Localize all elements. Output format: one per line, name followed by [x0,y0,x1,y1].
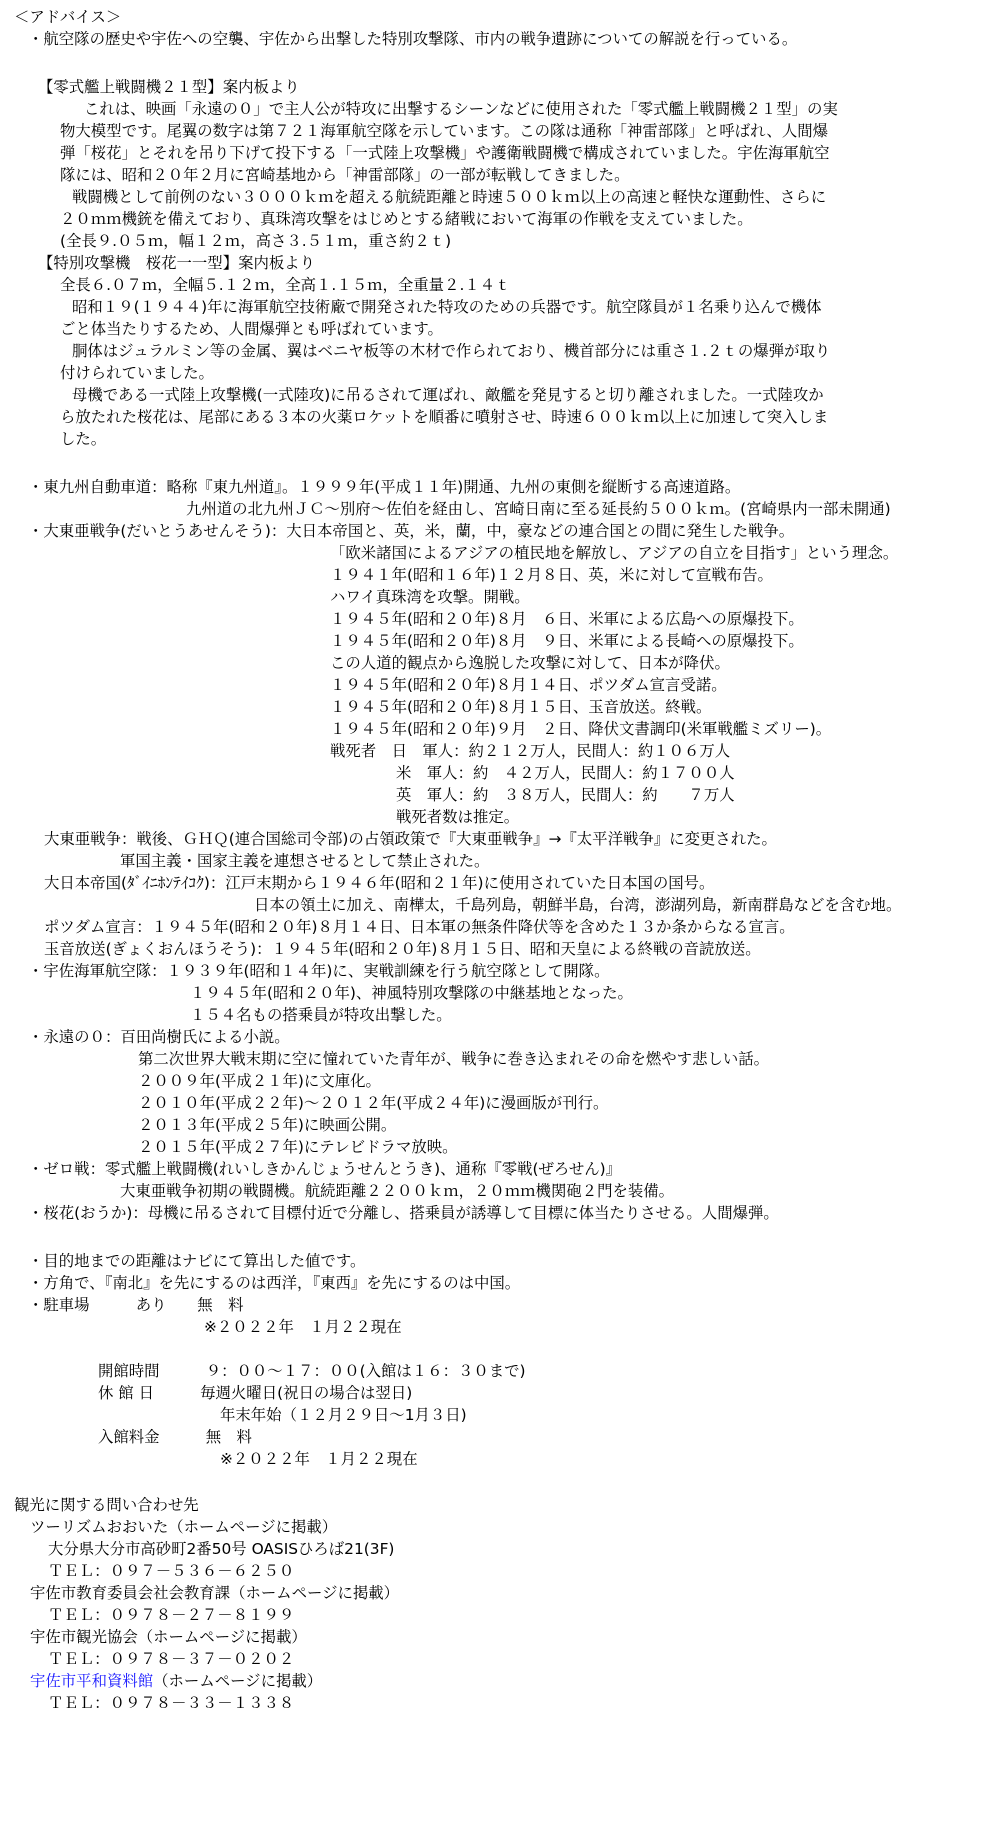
note-line: ・ゼロ戦：零式艦上戦闘機(れいしきかんじょうせんとうき)、通称『零戦(ぜろせん)』 [28,1160,622,1178]
note-line: １９４５年(昭和２０年)、神風特別攻撃隊の中継基地となった。 [190,984,633,1002]
contact-phone: ＴＥＬ：０９７８－３７－０２０２ [48,1650,295,1668]
advice-header: ＜アドバイス＞ [14,8,122,26]
note-line: 軍国主義・国家主義を連想させるとして禁止された。 [120,852,490,870]
note-line: ・東九州自動車道：略称『東九州道』。１９９９年(平成１１年)開通、九州の東側を縦断する高速道路。 [28,478,741,496]
note-line: 戦死者数は推定。 [396,808,520,826]
ohka-board-title: 【特別攻撃機 桜花一一型】案内板より [38,254,316,272]
contact-org-row [30,1670,322,1693]
note-line: ２０１５年(平成２７年)にテレビドラマ放映。 [138,1138,458,1156]
note-line: １５４名もの搭乗員が特攻出撃した。 [190,1006,452,1024]
ohka-board-line: した。 [60,430,107,448]
ohka-board-line: ら放たれた桜花は、尾部にある３本の火薬ロケットを順番に噴射させ、時速６００ｋｍ以上に加速して突入しま [60,408,829,426]
note-line: １９４５年(昭和２０年)９月 ２日、降伏文書調印(米軍戦艦ミズリー)。 [330,720,832,738]
note-line: ・永遠の０：百田尚樹氏による小説。 [28,1028,290,1046]
note-line: １９４５年(昭和２０年)８月１５日、玉音放送。終戦。 [330,698,712,716]
intro-text: ・航空隊の歴史や宇佐への空襲、宇佐から出撃した特別攻撃隊、市内の戦争遺跡についての解説を行っている。 [28,30,798,48]
note-line: 玉音放送(ぎょくおんほうそう)：１９４５年(昭和２０年)８月１５日、昭和天皇による終戦の音読放送。 [44,940,761,958]
hours-line: 休 館 日 毎週火曜日(祝日の場合は翌日) [98,1384,413,1402]
note-line: ポツダム宣言：１９４５年(昭和２０年)８月１４日、日本軍の無条件降伏等を含めた１３か条からなる宣言。 [44,918,795,936]
note-line: 大日本帝国(ﾀﾞｲﾆﾎﾝﾃｲｺｸ)：江戸末期から１９４６年(昭和２１年)に使用されていた日本国の国号。 [44,874,715,892]
contact-phone: ＴＥＬ：０９７８－３３－１３３８ [48,1694,295,1712]
ohka-board-line: 昭和１９(１９４４)年に海軍航空技術廠で開発された特攻のための兵器です。航空隊員が１名乗り込んで機体 [72,298,822,316]
peace-museum-link[interactable]: 宇佐市平和資料館 [30,1672,154,1690]
note-line: ２００９年(平成２１年)に文庫化。 [138,1072,381,1090]
hours-line: 開館時間 ９：００～１７：００(入館は１６：３０まで) [98,1362,526,1380]
note-line: 大東亜戦争：戦後、ＧＨＱ(連合国総司令部)の占領政策で『大東亜戦争』→『太平洋戦争』に変更された。 [44,830,777,848]
hours-line: 年末年始（１２月２９日～1月３日) [220,1406,467,1424]
hours-line: 入館料金 無 料 [98,1428,252,1446]
note-line: １９４５年(昭和２０年)８月 ９日、米軍による長崎への原爆投下。 [330,632,804,650]
zero-board-line: 戦闘機として前例のない３０００ｋｍを超える航続距離と時速５００ｋｍ以上の高速と軽快な運動性、さらに [72,188,827,206]
contact-phone: ＴＥＬ：０９７－５３６－６２５０ [48,1562,295,1580]
zero-board-line: これは、映画「永遠の０」で主人公が特攻に出撃するシーンなどに使用された「零式艦上戦闘機２１型」の実 [84,100,838,118]
note-line: １９４１年(昭和１６年)１２月８日、英，米に対して宣戦布告。 [330,566,773,584]
ohka-board-line: 母機である一式陸上攻撃機(一式陸攻)に吊るされて運ばれ、敵艦を発見すると切り離されました。一式陸攻か [72,386,824,404]
note-line: ハワイ真珠湾を攻撃。開戦。 [330,588,530,606]
hours-line: ※２０２２年 １月２２現在 [220,1450,418,1468]
contact-org-name: 宇佐市観光協会（ホームページに掲載） [30,1628,307,1646]
misc-line: ※２０２２年 １月２２現在 [204,1318,402,1336]
ohka-board-line: 付けられていました。 [60,364,214,382]
note-line: 日本の領土に加え、南樺太，千島列島，朝鮮半島，台湾，澎湖列島，新南群島などを含む地。 [254,896,902,914]
note-line: 米 軍人：約 ４２万人，民間人：約１７００人 [396,764,735,782]
note-line: ２０１０年(平成２２年)～２０１２年(平成２４年)に漫画版が刊行。 [138,1094,609,1112]
contact-phone: ＴＥＬ：０９７８－２７－８１９９ [48,1606,295,1624]
note-line: 戦死者 日 軍人：約２１２万人，民間人：約１０６万人 [330,742,731,760]
zero-board-line: 弾「桜花」とそれを吊り下げて投下する「一式陸上攻撃機」や護衛戦闘機で構成されていました。宇佐海軍航空 [60,144,830,162]
note-line: 大東亜戦争初期の戦闘機。航続距離２２００ｋｍ，２０ｍｍ機関砲２門を装備。 [120,1182,675,1200]
ohka-board-line: ごと体当たりするため、人間爆弾とも呼ばれています。 [60,320,443,338]
note-line: ・桜花(おうか)：母機に吊るされて目標付近で分離し、搭乗員が誘導して目標に体当たりさせる。人間爆弾。 [28,1204,779,1222]
note-line: ・大東亜戦争(だいとうあせんそう)：大日本帝国と、英，米，蘭，中，豪などの連合国との間に発生した戦争。 [28,522,795,540]
contact-title: 観光に関する問い合わせ先 [14,1496,199,1514]
contact-org-suffix: （ホームページに掲載） [153,1672,323,1690]
misc-line: ・目的地までの距離はナビにて算出した値です。 [28,1252,366,1270]
zero-board-title: 【零式艦上戦闘機２１型】案内板より [38,78,300,96]
note-line: 英 軍人：約 ３８万人，民間人：約 ７万人 [396,786,735,804]
note-line: 第二次世界大戦末期に空に憧れていた青年が、戦争に巻き込まれその命を燃やす悲しい話。 [138,1050,770,1068]
ohka-board-line: 胴体はジュラルミン等の金属、翼はベニヤ板等の木材で作られており、機首部分には重さ１.２ｔの爆弾が取り [72,342,831,360]
zero-board-line: (全長９.０５ｍ，幅１２ｍ，高さ３.５１ｍ，重さ約２ｔ) [60,232,452,250]
note-line: ２０１３年(平成２５年)に映画公開。 [138,1116,397,1134]
contact-address: 大分県大分市高砂町2番50号 OASISひろば21(3F) [48,1540,395,1558]
note-line: この人道的観点から逸脱した攻撃に対して、日本が降伏。 [330,654,730,672]
note-line: １９４５年(昭和２０年)８月１４日、ポツダム宣言受諾。 [330,676,727,694]
note-line: 九州道の北九州ＪＣ～別府～佐伯を経由し、宮崎日南に至る延長約５００ｋｍ。(宮崎県内一部未開通) [186,500,891,518]
note-line: ・宇佐海軍航空隊：１９３９年(昭和１４年)に、実戦訓練を行う航空隊として開隊。 [28,962,610,980]
misc-line: ・方角で、『南北』を先にするのは西洋，『東西』を先にするのは中国。 [28,1274,521,1292]
misc-line: ・駐車場 あり 無 料 [28,1296,244,1314]
note-line: 「欧米諸国によるアジアの植民地を解放し、アジアの自立を目指す」という理念。 [330,544,899,562]
zero-board-line: 隊には、昭和２０年２月に宮崎基地から「神雷部隊」の一部が転戦してきました。 [60,166,630,184]
zero-board-line: 物大模型です。尾翼の数字は第７２１海軍航空隊を示しています。この隊は通称「神雷部隊」と呼ばれ、人間爆 [60,122,828,140]
zero-board-line: ２０ｍｍ機銃を備えており、真珠湾攻撃をはじめとする緒戦において海軍の作戦を支えていました。 [60,210,753,228]
ohka-board-line: 全長６.０７ｍ，全幅５.１２ｍ，全高１.１５ｍ，全重量２.１４ｔ [60,276,511,294]
note-line: １９４５年(昭和２０年)８月 ６日、米軍による広島への原爆投下。 [330,610,804,628]
contact-org-name: 宇佐市教育委員会社会教育課（ホームページに掲載） [30,1584,400,1602]
contact-org-name: ツーリズムおおいた（ホームページに掲載） [30,1518,338,1536]
